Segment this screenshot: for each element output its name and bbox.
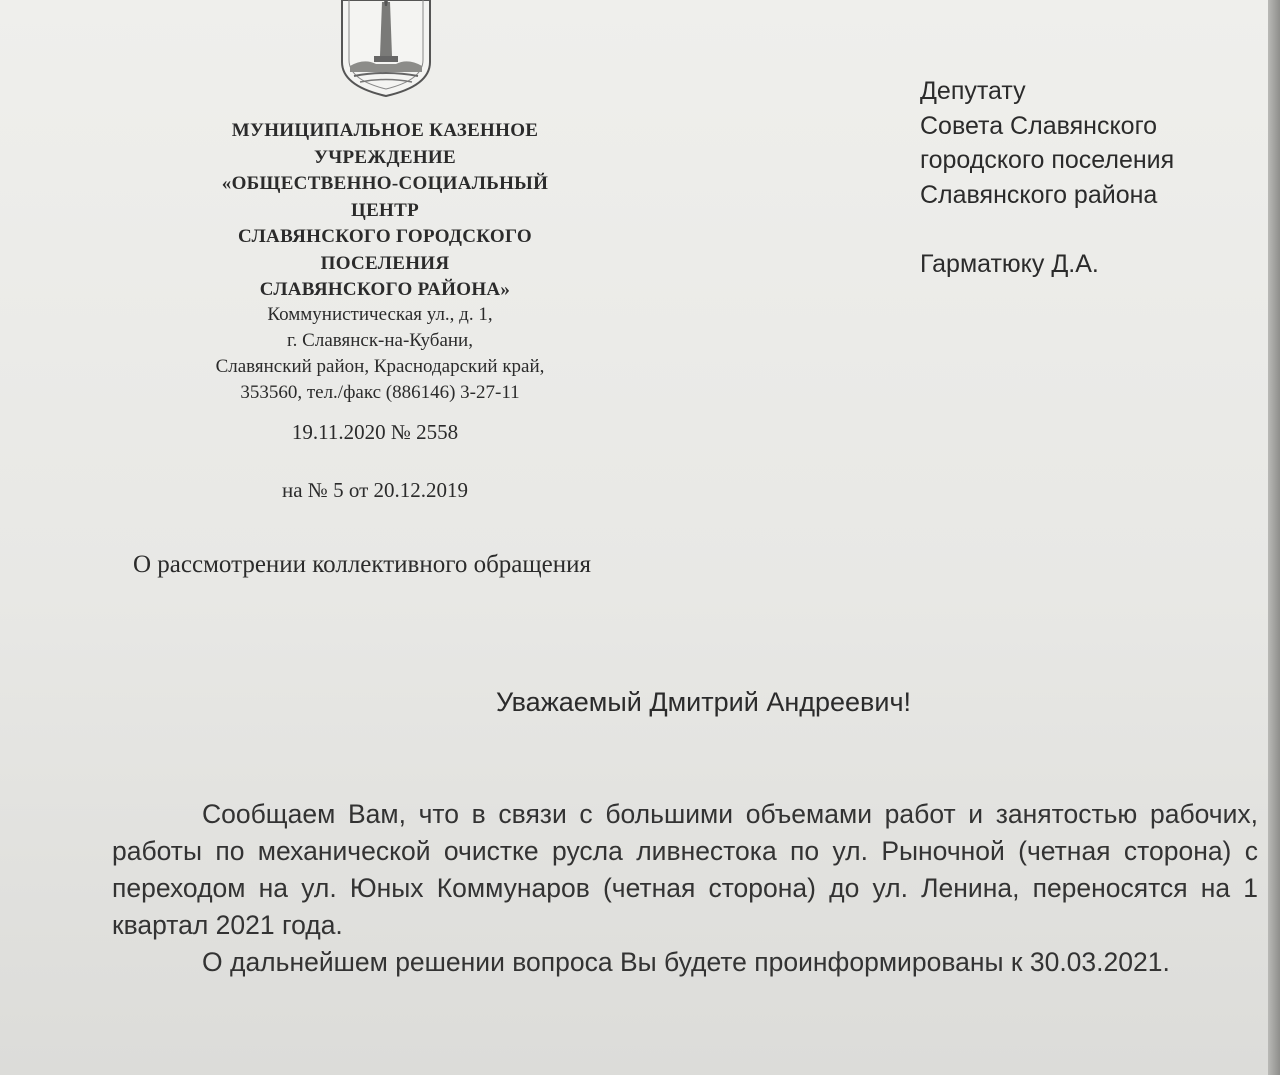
- recipient-line: Славянского района: [920, 180, 1158, 209]
- address-line: г. Славянск-на-Кубани,: [287, 330, 473, 351]
- body-paragraph: Сообщаем Вам, что в связи с большими объемами работ и занятостью рабочих, работы по механической очистке русла ливнестока по ул. Рыночной (четная сторона) с переходом на ул. Юных Коммунаров (четная сторона) до ул. Ленина, переносятся на 1 квартал 2021 года.: [112, 799, 1258, 940]
- organization-address: [140, 302, 620, 406]
- registration-number: 19.11.2020 № 2558: [291, 420, 459, 444]
- organization-name: [150, 118, 620, 304]
- org-line: «ОБЩЕСТВЕННО-СОЦИАЛЬНЫЙ: [221, 173, 549, 194]
- recipient-line: Депутату: [920, 77, 1026, 105]
- salutation: Уважаемый Дмитрий Андреевич!: [496, 687, 912, 717]
- paper-edge: [1268, 0, 1280, 1075]
- recipient-line: городского поселения: [920, 146, 1175, 174]
- address-line: Славянский район, Краснодарский край,: [215, 356, 545, 377]
- org-line: МУНИЦИПАЛЬНОЕ КАЗЕННОЕ: [231, 120, 539, 141]
- recipient-line: Совета Славянского: [920, 111, 1158, 140]
- coat-of-arms-icon: [334, 0, 438, 98]
- body-paragraph: О дальнейшем решении вопроса Вы будете проинформированы к 30.03.2021.: [202, 947, 1170, 977]
- address-line: Коммунистическая ул., д. 1,: [267, 304, 493, 325]
- address-line: 353560, тел./факс (886146) 3-27-11: [240, 382, 520, 403]
- letter-body: [112, 796, 1258, 981]
- org-line: ПОСЕЛЕНИЯ: [320, 252, 450, 274]
- recipient-name: Гарматюку Д.А.: [920, 250, 1099, 278]
- org-line: СЛАВЯНСКОГО РАЙОНА»: [259, 279, 511, 300]
- reference-number: на № 5 от 20.12.2019: [282, 478, 468, 502]
- org-line: ЦЕНТР: [350, 199, 419, 221]
- recipient-block: [920, 74, 1260, 282]
- org-line: СЛАВЯНСКОГО ГОРОДСКОГО: [238, 226, 532, 247]
- org-line: УЧРЕЖДЕНИЕ: [314, 146, 456, 168]
- letter-subject: О рассмотрении коллективного обращения: [133, 551, 591, 578]
